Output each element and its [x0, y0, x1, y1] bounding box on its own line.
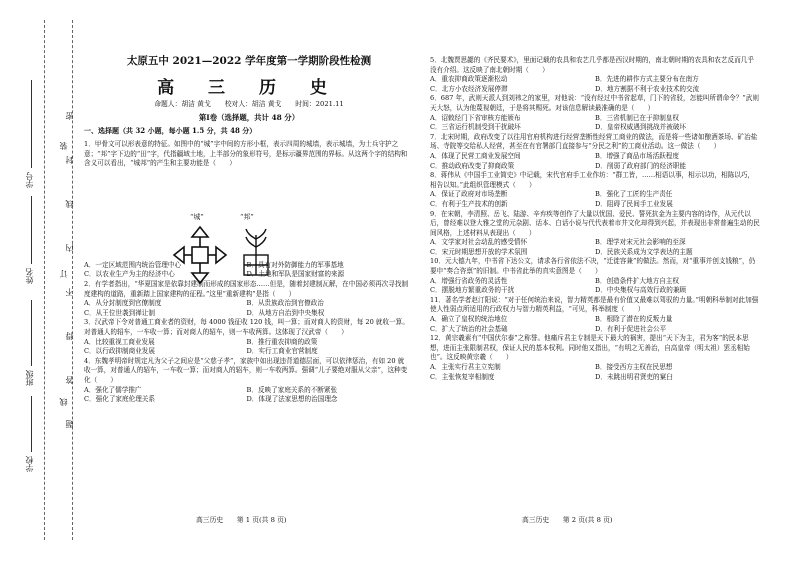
q4-options-row2 [84, 395, 409, 405]
option[interactable]: C．从王位世袭到禅让制 [84, 308, 155, 317]
q6-options-row2 [430, 123, 760, 133]
oracle-glyph-icon [168, 221, 298, 296]
option[interactable]: A．重农抑商政策逐渐松动 [430, 75, 508, 84]
option[interactable]: D．体现了法家思想的治国理念 [246, 395, 338, 404]
option[interactable]: D．地方割据不利于农业技术的交流 [595, 84, 700, 93]
option[interactable]: B．根除了潜在的反叛力量 [595, 315, 673, 324]
question-9: 9．在宋朝，李清照、岳飞、陆游、辛弃疾等创作了大量以忧国、爱民、誓死抗金为主要内容的诗作，从元代以后，曾经难以登大雅之堂的元杂剧、话本、白话小说与代代表着市井文化却得到兴起，并表现出非常普遍生动的民间风格，上述材料从表现出（ ） [430, 209, 760, 237]
question-11: 11．著名学者赵汀阳说：“对于任何统治来说，智力精英都是最有价值又最难以驾驭的力量。”明朝科举制对此加强使人性弱点所适用的行政权力与智力精英利益，“可见，科举制度（ ） [430, 295, 759, 314]
q10-options [430, 277, 760, 287]
option[interactable]: D．未跳出明君贤吏的窠臼 [595, 372, 673, 381]
seal-char: 内 [65, 244, 74, 252]
class-label: 班级 [25, 370, 34, 386]
cut-mark-bottom: 线 [59, 398, 68, 406]
option[interactable]: D．削弱了政府部门的经济职能 [595, 161, 687, 170]
option[interactable]: B．创造条件扩大地方自主权 [595, 276, 679, 285]
seal-char: 答 [65, 376, 74, 384]
question-10: 10．元大德九年，中书省下达公文，请求各行省依法不决，“迁徙容兼”的做法。然而，对“重事并创支钱粮”，仍要申“奏合咨禀”的旧制。中书省此举的真实意图是（ ） [430, 257, 756, 276]
seal-char: 密 [65, 112, 74, 120]
right-column [430, 56, 760, 382]
section-instruction: 一、选择题（共 32 小题，每小题 1.5 分，共 48 分） [84, 126, 257, 135]
q8-options-row2 [430, 200, 760, 210]
figure-label-cheng: “城” [190, 213, 204, 221]
name-label: 姓名 [25, 268, 34, 284]
section-heading: 第Ⅰ卷（选择题，共计 48 分） [198, 113, 300, 122]
option[interactable]: C．主张恢复宰相制度 [430, 372, 495, 381]
option[interactable]: A．文学家对社会动乱的感受情怀 [430, 238, 528, 247]
option[interactable]: A．从分封制度到官僚制度 [84, 299, 162, 308]
option[interactable]: B．理学对宋元社会影响的至深 [595, 238, 686, 247]
q3-options [84, 338, 409, 348]
q7-options-row2 [430, 162, 760, 172]
q4-options [84, 386, 409, 396]
question-5: 5．北魏贾思勰的《齐民要术》，里面记载的农具和农艺几乎都是西汉时期的，南北朝时期的农具和农艺反而几乎没有介绍。这反映了南北朝时期（ ） [430, 56, 754, 74]
q2-options [84, 299, 409, 309]
option[interactable]: C．强化了家庭伦理关系 [84, 395, 155, 404]
student-id-label: 学号 [25, 172, 34, 188]
seal-char: 封 [65, 156, 74, 164]
question-6: 6．687 年，武则天派人到刘袆之的家里，对他说：“没有经过中书省起草，门下的省驳，怎能叫所谓命令？”武则天大怒，认为他蔑视朝廷，于是将其赐死。对该信息解读最准确的是（ ） [430, 94, 759, 112]
q11-options [430, 315, 760, 325]
q5-options-row2 [430, 85, 760, 95]
q11-options-row2 [430, 325, 760, 335]
option[interactable]: C．以农业生产为主的经济中心 [84, 270, 175, 279]
setter: 命题人：胡洁 黄戈 [154, 100, 211, 108]
margin-dashed-line [44, 20, 45, 540]
question-12: 12．黄宗羲素有“中国伏尔泰”之称誉。他痛斥君主专制是天下最大的祸害，提出“天下为主，君为客”的民本思想，进而主张限制君权，保证人民的基本权利。同时他又指出，“有明之无善治，自高皇帝（明太祖）罢丞相始也”。这反映黄宗羲（ ） [430, 334, 750, 362]
q8-options [430, 190, 760, 200]
question-3: 3．汉武帝下令对普通工商业者的资财，每 4000 钱征收 120 钱，叫一算；而对商人的资财，每 20 就收一算。对普通人的轺车，一车收一算；而对商人的轺车，则一车收两算。这体现了汉武帝（ ） [84, 318, 409, 336]
option[interactable]: A．体现了民营工商业发展空间 [430, 151, 521, 160]
cut-mark-mid: 订 [59, 270, 68, 278]
question-1: 1．甲骨文可以形表意的特征。如图中的“城”字中间的方形小框，表示四周的城墙，表示城墙，为士兵守护之意；“邦”字下边的“田”字，代指疆域土地，上半部分的象形符号，是标示疆界范围的界标。从这两个字的结构和含义可以看出，“城邦”的产生和主要功能是（ ） [84, 140, 408, 168]
option[interactable]: B．强化了工匠的生产责任 [595, 190, 673, 199]
option[interactable]: B．具有对外防御能力的军事基地 [246, 260, 344, 269]
name-field[interactable] [31, 196, 32, 264]
exam-title: 太原五中 2021—2022 学年度第一学期阶段性检测 [126, 55, 372, 67]
option[interactable]: A．增强行省政务的灵活性 [430, 276, 508, 285]
option[interactable]: B．增强了商品市场活跃程度 [595, 151, 679, 160]
option[interactable]: C．有利于生产技术的创新 [430, 199, 508, 208]
school-label: 学校 [25, 456, 34, 472]
option[interactable]: D．实行工商业官营制度 [246, 347, 318, 356]
q2-options-row2 [84, 309, 409, 319]
option[interactable]: C．三省运行机制受到干扰破坏 [430, 123, 521, 132]
option[interactable]: A．确立了皇权的统治地位 [430, 315, 508, 324]
subject-title: 高 三 历 史 [157, 78, 341, 98]
option[interactable]: A．一定区域范围内统治管理中心 [84, 260, 182, 269]
seal-char: 得 [65, 332, 74, 340]
option[interactable]: D．从地方自治到中央集权 [246, 308, 325, 317]
seal-char: 线 [65, 200, 74, 208]
q9-options [430, 238, 760, 248]
class-field[interactable] [31, 300, 32, 366]
option[interactable]: C．扩大了统治的社会基础 [430, 324, 508, 333]
option[interactable]: C．宋元时期思想开放的学术氛围 [430, 247, 528, 256]
q12-options [430, 363, 760, 373]
question-4: 4．东魏孝明帝时规定凡为父子之间应是“父慈子孝”，家族中如出现违背道德层面，可以依律惩治，有如 20 就收一算，对普通人的轺车，一车收一算；而对商人的轺车，则一车收两算。强调“儿子要绝对服从父亲”，这种变化（ ） [84, 356, 408, 384]
page-footer-right: 高三历史 第 2 页(共 8 页) [522, 516, 613, 524]
option[interactable]: A．强化了儒学推广 [84, 385, 142, 394]
option[interactable]: C．推动政府改变了抑商政策 [430, 161, 515, 170]
option[interactable]: C．北方小农经济发展停滞 [430, 84, 508, 93]
page-footer-left: 高三历史 第 1 页(共 8 页) [196, 516, 287, 524]
q3-options-row2 [84, 347, 409, 357]
seal-char: 题 [65, 420, 74, 428]
option[interactable]: B．三省机制已在于抑制皇权 [595, 113, 679, 122]
option[interactable]: A．诏敕经门下省审核方能颁布 [430, 113, 521, 122]
option[interactable]: B．推行重农抑商的政策 [246, 337, 318, 346]
q1-figure [168, 211, 298, 296]
exam-time: 时间：2021.11 [295, 100, 344, 108]
option[interactable]: D．土地和军队是国家财富的来源 [246, 270, 345, 279]
q5-options [430, 75, 760, 85]
student-id-field[interactable] [31, 80, 32, 168]
option[interactable]: D．有利于促进社会公平 [595, 324, 667, 333]
option[interactable]: B．反映了家庭关系的不断紧张 [246, 385, 338, 394]
question-7: 7．北宋时期，政府改变了以往用官府机构进行经营垄断性经营工商业的做法，而是将一些诸如酿酒茶场、矿冶盐场、寺院等交给私人经营，甚至在有官署部门直接参与“分民之利”的工商业活动。这一做法（ ） [430, 132, 758, 151]
cut-mark-top: 装 [59, 142, 68, 150]
option[interactable]: B．先进的耕作方式主要分布在南方 [595, 75, 699, 84]
option[interactable]: D．民族关系成为文学表达的主题 [595, 247, 693, 256]
option[interactable]: A．主张实行君主立宪制 [430, 363, 501, 371]
option[interactable]: D．阻碍了民间手工业发展 [595, 199, 673, 208]
option[interactable]: B．接受西方主权在民思想 [595, 363, 673, 371]
exam-meta [84, 98, 414, 108]
option[interactable]: B．从贵族政治到官僚政治 [246, 299, 324, 308]
q12-options-row2 [430, 373, 760, 383]
margin-dashed-line [72, 20, 73, 540]
option[interactable]: A．比较重视工商业发展 [84, 337, 155, 346]
option[interactable]: A．保证了政府对市场垄断 [430, 190, 508, 199]
school-field[interactable] [31, 396, 32, 452]
question-2: 2．有学者指出，“华夏国家是依靠封建制而形成的国家形态……但是，随着封建制瓦解，在中国必须再次寻找制度建构的道路，重新踏上国家建构的征程。”这里“重新建构”是指（ ） [84, 279, 409, 298]
seal-char: 不 [65, 288, 74, 296]
option[interactable]: D．皇帝权威遇到挑战并被破坏 [595, 123, 687, 132]
option[interactable]: D．中央集权与高效行政的兼顾 [595, 286, 687, 295]
binding-margin [0, 0, 80, 561]
question-8: 8．蒋伟从《中国手工业简史》中记载，宋代官府手工业作坊：“群工皆，……相语以事，相示以功，相陈以巧，相告以知。”此组织管理模式（ ） [430, 171, 755, 189]
q10-options-row2 [430, 286, 760, 296]
figure-label-bang: “邦” [240, 213, 254, 221]
option[interactable]: C．以行政抑制商业发展 [84, 347, 155, 356]
q6-options [430, 114, 760, 124]
option[interactable]: C．摆脱地方繁重政务的干扰 [430, 286, 515, 295]
reviewer: 校对人：胡洁 黄戈 [224, 100, 282, 108]
q7-options [430, 152, 760, 162]
